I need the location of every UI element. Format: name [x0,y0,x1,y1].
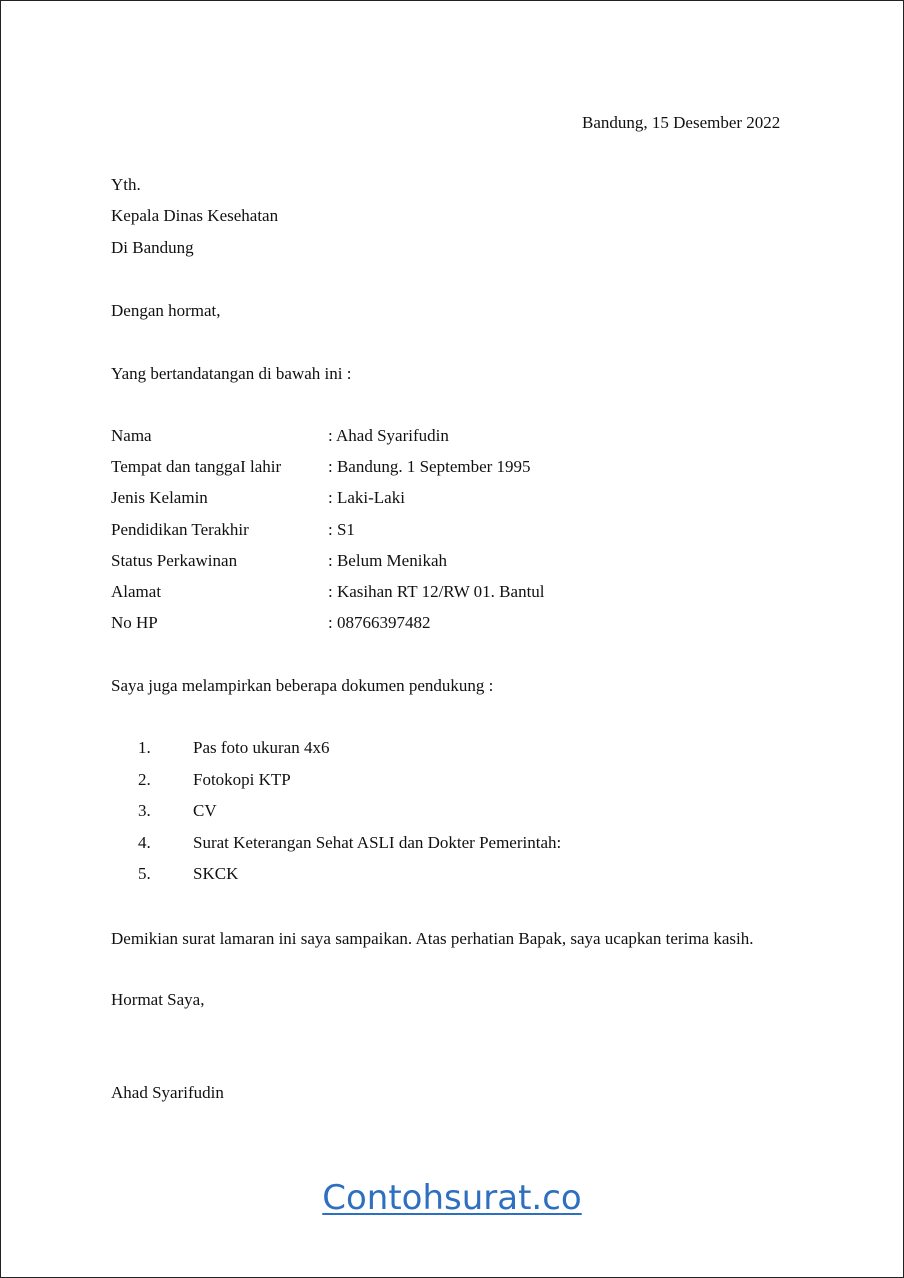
recipient-line-salutation: Yth. [111,175,141,194]
list-item-number: 4. [138,833,151,852]
list-item-number: 1. [138,738,151,757]
field-label: Pendidikan Terakhir [111,520,249,539]
field-label: Jenis Kelamin [111,488,208,507]
intro-text: Yang bertandatangan di bawah ini : [111,364,352,383]
list-item: Pas foto ukuran 4x6 [193,738,330,757]
field-value: : S1 [328,520,355,539]
list-item: Fotokopi KTP [193,770,291,789]
list-item: SKCK [193,864,239,883]
field-value: : Laki-Laki [328,488,405,507]
field-value: : 08766397482 [328,613,431,632]
list-item-number: 3. [138,801,151,820]
recipient-line-place: Di Bandung [111,238,194,257]
field-label: Nama [111,426,152,445]
list-item: Surat Keterangan Sehat ASLI dan Dokter Pemerintah: [193,833,562,852]
field-label: Status Perkawinan [111,551,238,570]
attachments-intro: Saya juga melampirkan beberapa dokumen pendukung : [111,676,494,695]
field-value: : Ahad Syarifudin [328,426,449,445]
greeting: Dengan hormat, [111,301,221,320]
field-value: : Kasihan RT 12/RW 01. Bantul [328,582,545,601]
field-value: : Bandung. 1 September 1995 [328,457,531,476]
recipient-line-title: Kepala Dinas Kesehatan [111,206,279,225]
list-item-number: 2. [138,770,151,789]
list-item: CV [193,801,217,820]
field-label: Tempat dan tanggaI lahir [111,457,282,476]
regards: Hormat Saya, [111,990,205,1009]
field-label: Alamat [111,582,162,601]
closing-paragraph: Demikian surat lamaran ini saya sampaikan. Atas perhatian Bapak, saya ucapkan terima kasih. [111,929,754,948]
letter-date: Bandung, 15 Desember 2022 [582,113,781,132]
field-value: : Belum Menikah [328,551,447,570]
list-item-number: 5. [138,864,151,883]
field-label: No HP [111,613,158,632]
signer-name: Ahad Syarifudin [111,1083,224,1102]
watermark-link[interactable]: Contohsurat.co [322,1178,582,1218]
